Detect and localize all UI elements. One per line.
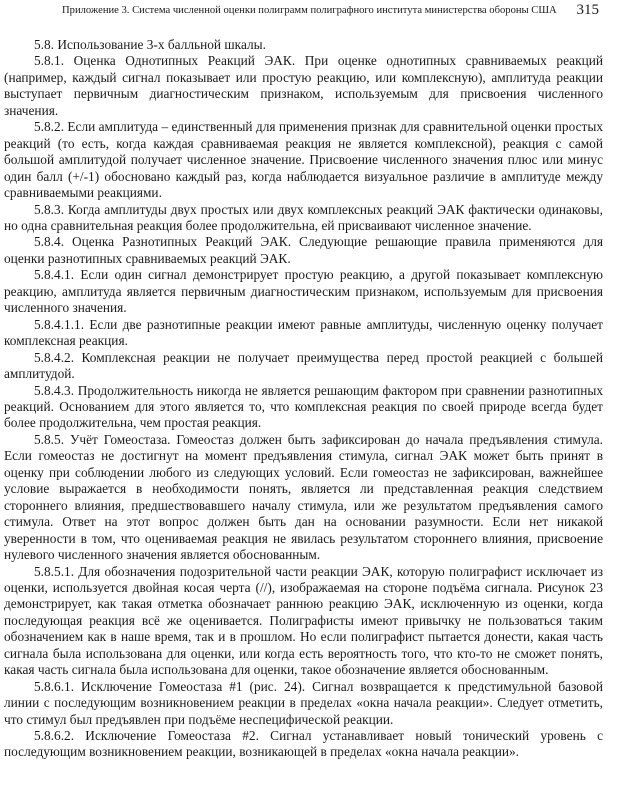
- paragraph: 5.8.2. Если амплитуда – единственный для применения признак для сравнительной оценки простых реакций (то есть, когда каждая сравниваемая реакция не является комплексной), реакция с самой большой амплитудой получает численное значение. Присвоение численного значения плюс или минус один балл (+/-1) обосновано каждый раз, когда наблюдается визуальное различие в амплитуде между сравниваемыми реакциями.: [4, 119, 603, 201]
- paragraph: 5.8.4.2. Комплексная реакции не получает преимущества перед простой реакцией с большей амплитудой.: [4, 349, 603, 382]
- paragraph: 5.8.6.2. Исключение Гомеостаза #2. Сигнал устанавливает новый тонический уровень с последующим возникновением реакции, возникающей в пределах «окна начала реакции».: [4, 728, 603, 760]
- paragraph: 5.8.4. Оценка Разнотипных Реакций ЭАК. Следующие решающие правила применяются для оценки разнотипных сравниваемых реакций ЭАК.: [4, 234, 603, 266]
- paragraph: 5.8.4.1. Если один сигнал демонстрирует простую реакцию, а другой показывает комплексную реакцию, амплитуда является первичным диагностическим признаком, используемым для присвоения численного значения.: [4, 267, 603, 316]
- page-number: 315: [576, 2, 599, 18]
- paragraph: 5.8.4.1.1. Если две разнотипные реакции имеют равные амплитуды, численную оценку получает комплексная реакция.: [4, 316, 603, 349]
- paragraph: 5.8.6.1. Исключение Гомеостаза #1 (рис. 24). Сигнал возвращается к предстимульной базовой линии с последующим возникновением реакции в пределах «окна начала реакции». Следует отметить, что стимул был предъявлен при подъёме неспецифической реакции.: [4, 678, 603, 727]
- paragraph: 5.8.1. Оценка Однотипных Реакций ЭАК. При оценке однотипных сравниваемых реакций (например, каждый сигнал показывает или простую реакцию, или комплексную), амплитуда реакции выступает первичным диагностическим признаком, используемым для присвоения численного значения.: [4, 53, 603, 118]
- body-text: [4, 37, 603, 761]
- paragraph: 5.8.3. Когда амплитуды двух простых или двух комплексных реакций ЭАК фактически одинаковы, но одна сравнительная реакция более продолжительна, ей присваивают численное значение.: [4, 201, 603, 233]
- paragraph: 5.8.5.1. Для обозначения подозрительной части реакции ЭАК, которую полиграфист исключает из оценки, используется двойная косая черта (//), изображаемая на стороне подъёма сигнала. Рисунок 23 демонстрирует, как такая отметка обозначает раннюю реакцию ЭАК, исключенную из оценки, когда последующая реакция всё же оценивается. Полиграфисты имеют привычку не пользоваться таким обозначением как в наше время, так и в прошлом. Но если полиграфист пытается донести, какая часть сигнала была использована для оценки, или когда есть вероятность того, что кто-то не сможет понять, какая часть сигнала была использована для оценки, такое обозначение является обоснованным.: [4, 563, 603, 678]
- paragraph: 5.8.5. Учёт Гомеостаза. Гомеостаз должен быть зафиксирован до начала предъявления стимула. Если гомеостаз не достигнут на момент предъявления стимула, сигнал ЭАК может быть принят в оценку при соблюдении любого из следующих условий. Если гомеостаз не зафиксирован, важнейшее условие выражается в необходимости понять, является ли представленная реакция следствием стороннего влияния, предшествовавшего началу стимула, или же результатом предъявления самого стимула. Ответ на этот вопрос должен быть дан на основании разумности. Если нет никакой уверенности в том, что оцениваемая реакция не явилась результатом стороннего влияния, присвоение нулевого численного значения является обоснованным.: [4, 431, 603, 563]
- section-heading: 5.8. Использование 3-х балльной шкалы.: [34, 37, 266, 52]
- running-header: Приложение 3. Система численной оценки полиграмм полиграфного института министерства обороны США: [62, 5, 557, 16]
- paragraph: 5.8.4.3. Продолжительность никогда не является решающим фактором при сравнении разнотипных реакций. Основанием для этого является то, что комплексная реакция по своей природе всегда будет более продолжительна, чем простая реакция.: [4, 382, 603, 431]
